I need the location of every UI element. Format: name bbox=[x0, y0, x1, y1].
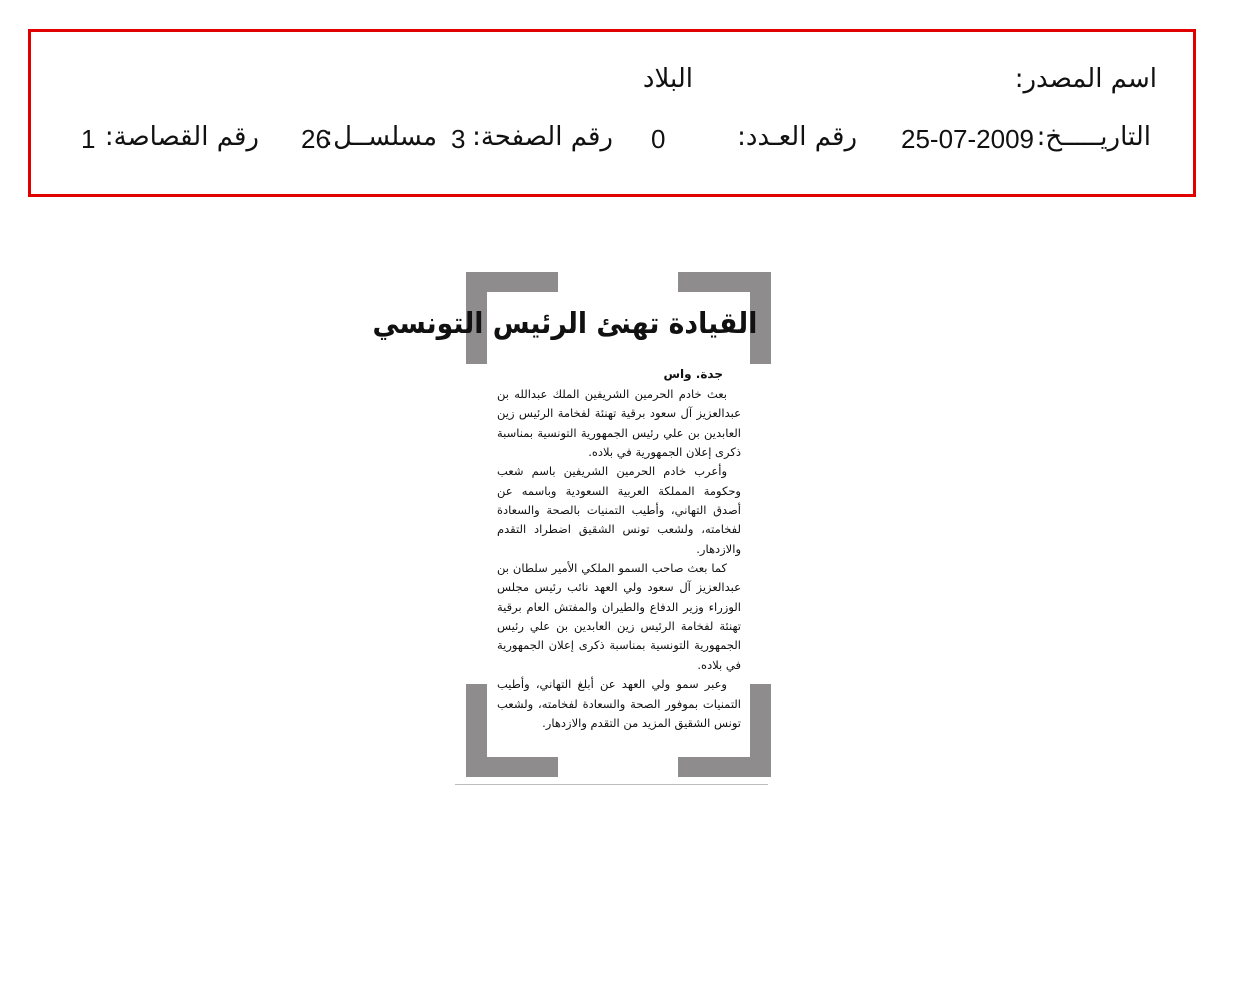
date-label: التاريـــــخ: bbox=[1036, 122, 1151, 152]
article-paragraph: بعث خادم الحرمين الشريفين الملك عبدالله بن عبدالعزيز آل سعود برقية تهنئة لفخامة الرئيس زين العابدين بن علي رئيس الجمهورية التونسية بمناسبة ذكرى إعلان الجمهورية في بلاده. bbox=[497, 387, 741, 460]
source-info-box bbox=[28, 29, 1196, 197]
date-value: 25-07-2009 bbox=[901, 124, 1034, 154]
source-value: البلاد bbox=[642, 64, 693, 94]
serial-value: 26 bbox=[301, 124, 330, 154]
clip-number-value: 1 bbox=[81, 124, 96, 154]
clip-number-label: رقم القصاصة: bbox=[104, 122, 259, 152]
issue-label: رقم العـدد: bbox=[737, 122, 857, 152]
source-label: اسم المصدر: bbox=[1014, 64, 1157, 94]
article-paragraph: وعبر سمو ولي العهد عن أبلغ التهاني، وأطيب التمنيات بموفور الصحة والسعادة لفخامته، ولشعب تونس الشقيق المزيد من التقدم والازدهار. bbox=[497, 677, 741, 730]
page-value: 3 bbox=[451, 124, 466, 154]
article-dateline: جدة. واس bbox=[663, 367, 723, 381]
article-headline: القيادة تهنئ الرئيس التونسي bbox=[372, 306, 757, 340]
serial-label: مسلســل: bbox=[324, 122, 437, 152]
article-body bbox=[497, 385, 741, 733]
newspaper-clipping bbox=[372, 272, 771, 777]
issue-value: 0 bbox=[651, 124, 666, 154]
article-paragraph: كما بعث صاحب السمو الملكي الأمير سلطان بن عبدالعزيز آل سعود ولي العهد نائب رئيس مجلس الوزراء وزير الدفاع والطيران والمفتش العام برقية تهنئة لفخامة الرئيس زين العابدين بن علي رئيس الجمهورية التونسية بمناسبة ذكرى إعلان الجمهورية في بلاده. bbox=[497, 561, 741, 672]
page-label: رقم الصفحة: bbox=[472, 122, 613, 152]
article-paragraph: وأعرب خادم الحرمين الشريفين باسم شعب وحكومة المملكة العربية السعودية وباسمه عن أصدق التهاني، وأطيب التمنيات بالصحة والسعادة لفخامته، ولشعب تونس الشقيق اضطراد التقدم والازدهار. bbox=[497, 464, 741, 556]
divider-line bbox=[455, 784, 768, 785]
